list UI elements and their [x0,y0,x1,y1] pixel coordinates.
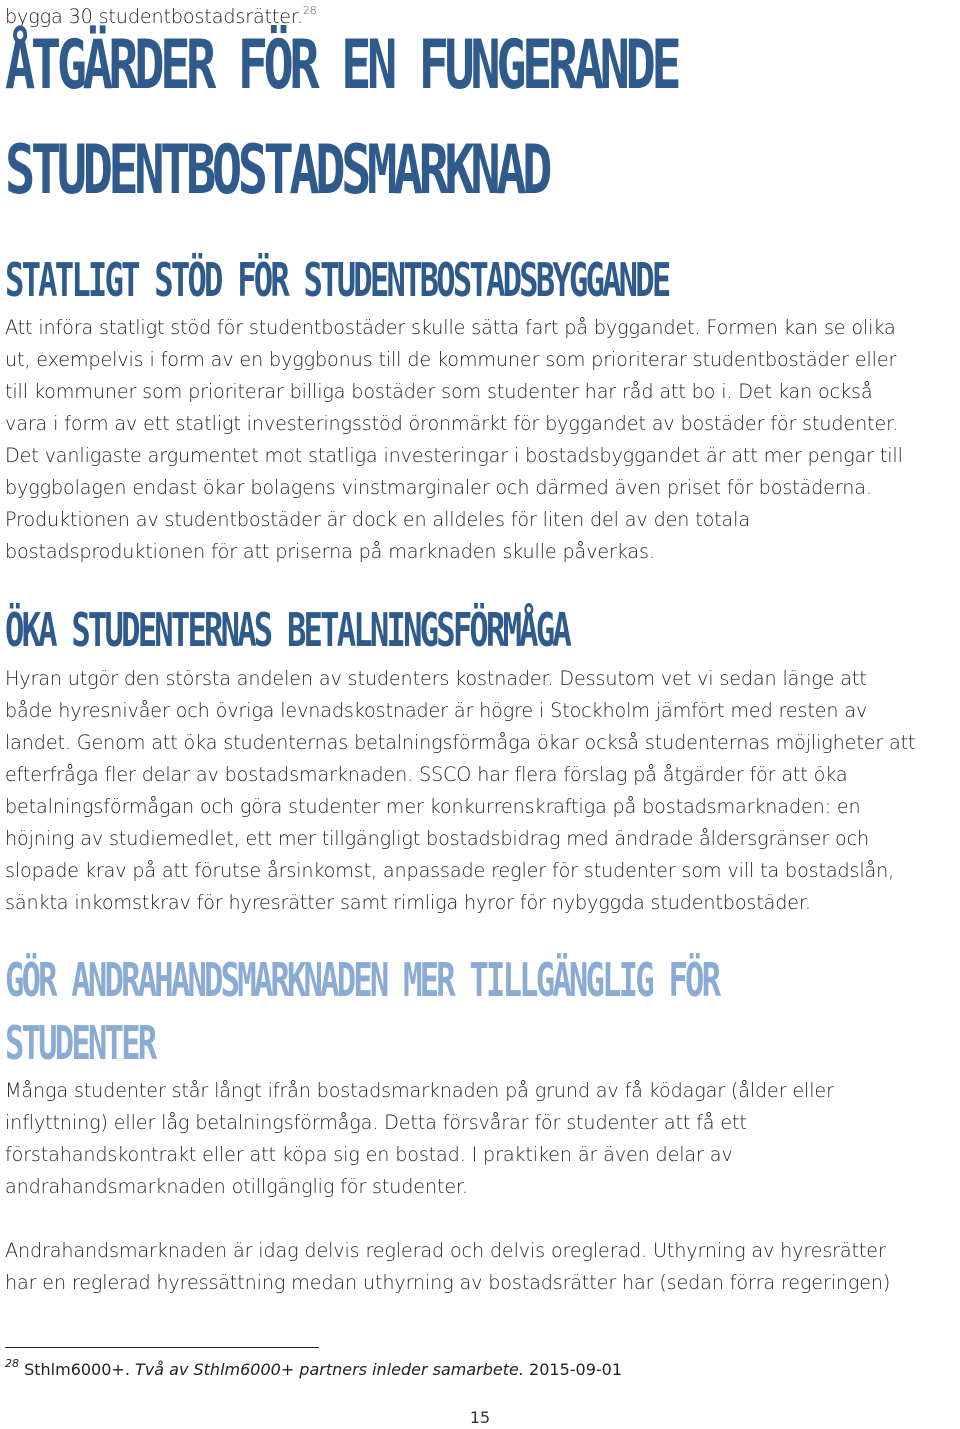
section-heading: STATLIGT STÖD FÖR STUDENTBOSTADSBYGGANDE [5,253,669,307]
text-line: Produktionen av studentbostäder är dock en alldeles för liten del av den totala [5,508,750,531]
footnote-divider [5,1347,319,1348]
text-line: landet. Genom att öka studenternas betalningsförmåga ökar också studenternas möjligheter att [5,731,916,754]
text-line: efterfråga fler delar av bostadsmarknaden. SSCO har flera förslag på åtgärder för att öka [5,763,848,786]
section-heading: ÖKA STUDENTERNAS BETALNINGSFÖRMÅGA [5,603,569,657]
footnote-title: Två av Sthlm6000+ partners inleder samarbete. [135,1360,524,1379]
text-line: byggbolagen endast ökar bolagens vinstmarginaler och därmed även priset för bostäderna. [5,476,872,499]
footnote [5,1357,622,1379]
text-line: vara i form av ett statligt investeringsstöd öronmärkt för byggandet av bostäder för studenter. [5,412,899,435]
section-heading-line-1: GÖR ANDRAHANDSMARKNADEN MER TILLGÄNGLIG FÖR [5,953,719,1007]
text-line: inflyttning) eller låg betalningsförmåga. Detta försvårar för studenter att få ett [5,1111,747,1134]
text-line: till kommuner som prioriterar billiga bostäder som studenter har råd att bo i. Det kan också [5,380,873,403]
text-line: sänkta inkomstkrav för hyresrätter samt rimliga hyror för nybyggda studentbostäder. [5,891,811,914]
text-line: Hyran utgör den största andelen av studenters kostnader. Dessutom vet vi sedan länge att [5,667,867,690]
text-line: betalningsförmågan och göra studenter mer konkurrenskraftiga på bostadsmarknaden: en [5,795,861,818]
footnote-source: Sthlm6000+. [24,1360,130,1379]
main-heading-line-1: ÅTGÄRDER FÖR EN FUNGERANDE [5,26,678,105]
text-line: bostadsproduktionen för att priserna på marknaden skulle påverkas. [5,540,655,563]
footnote-number: 28 [5,1357,19,1370]
footnote-reference: 28 [302,4,317,17]
main-heading-line-2: STUDENTBOSTADSMARKNAD [5,131,548,210]
section-heading-line-2: STUDENTER [5,1016,155,1070]
carryover-text: bygga 30 studentbostadsrätter. [5,5,303,28]
text-line: både hyresnivåer och övriga levnadskostnader är högre i Stockholm jämfört med resten av [5,699,868,722]
text-line: Att införa statligt stöd för studentbostäder skulle sätta fart på byggandet. Formen kan se olika [5,316,896,339]
text-line: har en reglerad hyressättning medan uthyrning av bostadsrätter har (sedan förra regeringen) [5,1271,891,1294]
text-line: Andrahandsmarknaden är idag delvis reglerad och delvis oreglerad. Uthyrning av hyresrätter [5,1239,886,1262]
text-line: slopade krav på att förutse årsinkomst, anpassade regler för studenter som vill ta bostadslån, [5,859,895,882]
footnote-date: 2015-09-01 [529,1360,623,1379]
text-line: Många studenter står långt ifrån bostadsmarknaden på grund av få ködagar (ålder eller [5,1079,834,1102]
text-line: andrahandsmarknaden otillgänglig för studenter. [5,1175,468,1198]
text-line: Det vanligaste argumentet mot statliga investeringar i bostadsbyggandet är att mer pengar till [5,444,903,467]
text-line: förstahandskontrakt eller att köpa sig en bostad. I praktiken är även delar av [5,1143,733,1166]
page-number: 15 [469,1408,491,1427]
text-line: höjning av studiemedlet, ett mer tillgängligt bostadsbidrag med ändrade åldersgränser och [5,827,870,850]
text-line: ut, exempelvis i form av en byggbonus till de kommuner som prioriterar studentbostäder eller [5,348,897,371]
